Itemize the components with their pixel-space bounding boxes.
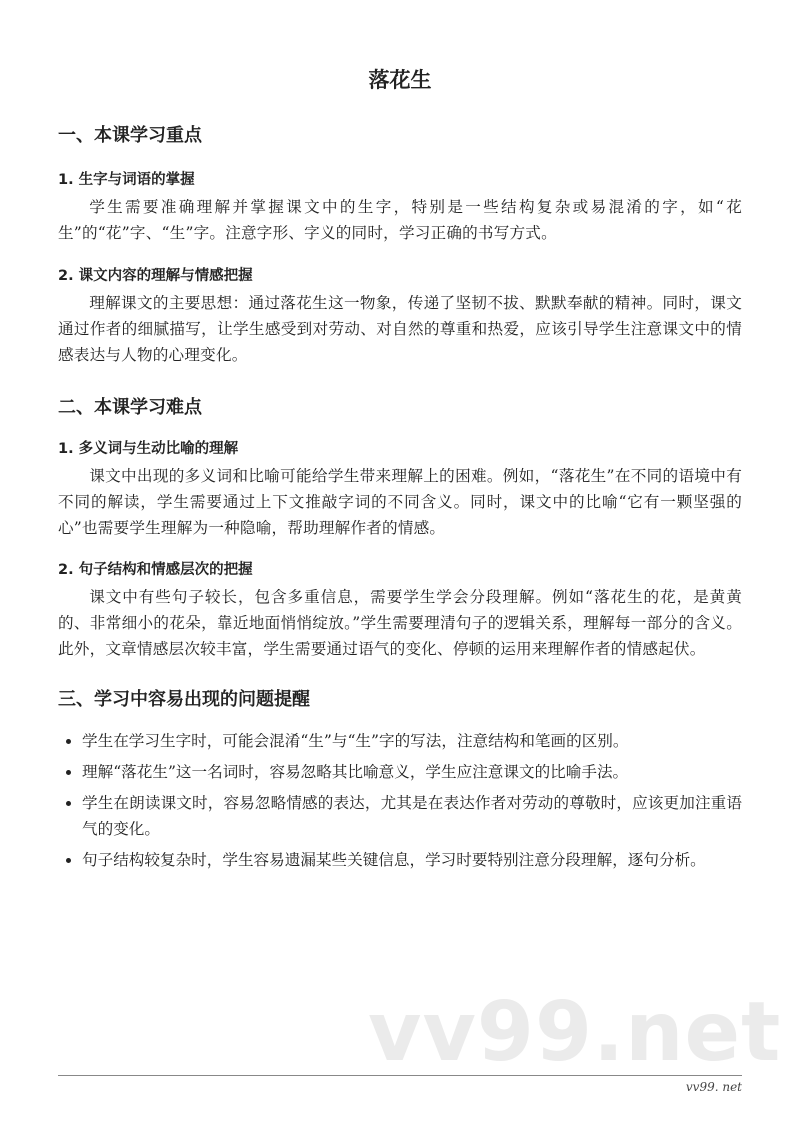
list-item: 学生在学习生字时，可能会混淆“生”与“生”字的写法，注意结构和笔画的区别。 (58, 728, 742, 754)
section-heading-3: 三、学习中容易出现的问题提醒 (58, 689, 310, 710)
subheading-1-2: 2. 课文内容的理解与情感把握 (58, 268, 253, 284)
footer-text: vv99. net (685, 1080, 742, 1094)
bullet-icon (66, 801, 71, 806)
subheading-2-1: 1. 多义词与生动比喻的理解 (58, 441, 239, 457)
bullet-icon (66, 739, 71, 744)
footer-divider (58, 1075, 742, 1076)
page-title: 落花生 (368, 68, 432, 92)
paragraph-1-1: 学生需要准确理解并掌握课文中的生字，特别是一些结构复杂或易混淆的字，如“花生”的“花”字、“生”字。注意字形、字义的同时，学习正确的书写方式。 (58, 198, 742, 242)
list-item: 学生在朗读课文时，容易忽略情感的表达，尤其是在表达作者对劳动的尊敬时，应该更加注重语气的变化。 (58, 790, 742, 842)
paragraph-1-2: 理解课文的主要思想：通过落花生这一物象，传递了坚韧不拔、默默奉献的精神。同时，课文通过作者的细腻描写，让学生感受到对劳动、对自然的尊重和热爱，应该引导学生注意课文中的情感表达与人物的心理变化。 (58, 294, 742, 364)
reminder-list (58, 728, 742, 878)
watermark: vv99.net (368, 985, 782, 1080)
paragraph-2-1: 课文中出现的多义词和比喻可能给学生带来理解上的困难。例如，“落花生”在不同的语境中有不同的解读，学生需要通过上下文推敲字词的不同含义。同时，课文中的比喻“它有一颗坚强的心”也需要学生理解为一种隐喻，帮助理解作者的情感。 (58, 467, 742, 537)
subheading-1-1: 1. 生字与词语的掌握 (58, 172, 195, 188)
section-heading-1: 一、本课学习重点 (58, 125, 202, 146)
bullet-icon (66, 858, 71, 863)
subheading-2-2: 2. 句子结构和情感层次的把握 (58, 562, 253, 578)
bullet-icon (66, 770, 71, 775)
list-item: 句子结构较复杂时，学生容易遗漏某些关键信息，学习时要特别注意分段理解，逐句分析。 (58, 847, 742, 873)
section-heading-2: 二、本课学习难点 (58, 397, 202, 418)
list-item: 理解“落花生”这一名词时，容易忽略其比喻意义，学生应注意课文的比喻手法。 (58, 759, 742, 785)
paragraph-2-2: 课文中有些句子较长，包含多重信息，需要学生学会分段理解。例如“落花生的花，是黄黄的、非常细小的花朵，靠近地面悄悄绽放。”学生需要理清句子的逻辑关系，理解每一部分的含义。此外，文章情感层次较丰富，学生需要通过语气的变化、停顿的运用来理解作者的情感起伏。 (58, 588, 742, 658)
